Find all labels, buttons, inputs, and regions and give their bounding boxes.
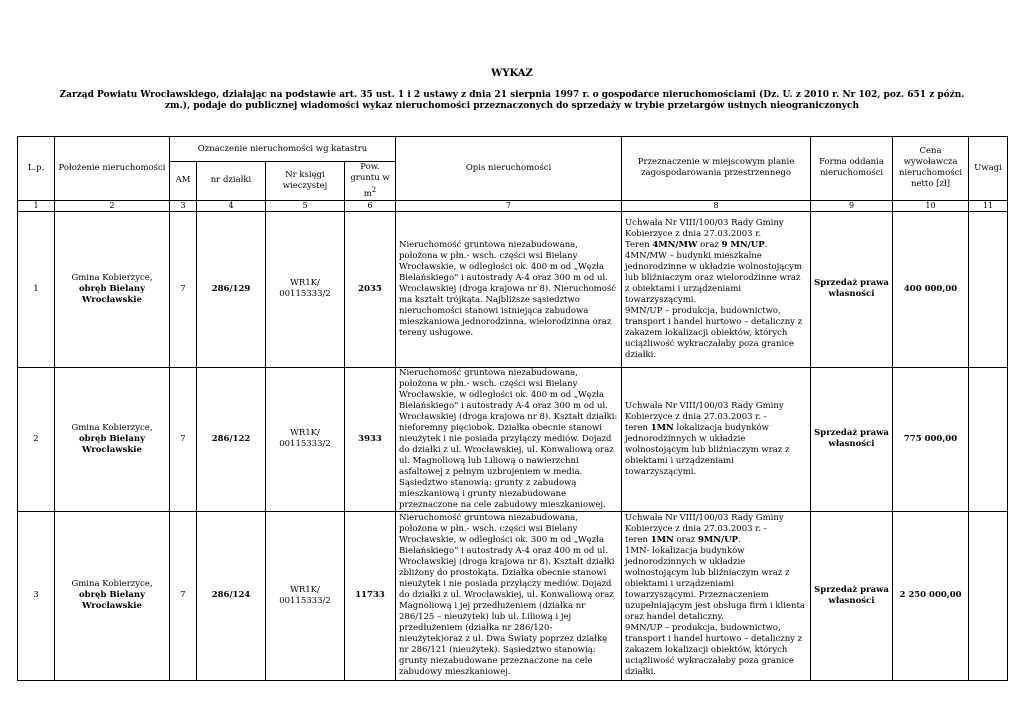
cell-purpose <box>622 367 811 511</box>
plan-zone-code: 1MN <box>650 422 674 433</box>
cell-register: WR1K/ 00115333/2 <box>266 367 345 511</box>
plan-zone-code: 9MN/UP <box>697 535 738 546</box>
column-number: 1 <box>18 200 55 211</box>
plan-text: lokalizacja budynków jednorodzinnych w układzie wolnostojącym lub bliźniaczym wraz z obiektami i urządzeniami towarzyszącymi. <box>625 422 790 477</box>
cell-purpose <box>622 511 811 680</box>
plan-zone-code: 1MN <box>650 535 674 546</box>
document-title: WYKAZ <box>491 68 533 79</box>
cell-am: 7 <box>170 211 197 367</box>
location-commune: Gmina Kobierzyce, <box>71 422 153 433</box>
cell-lp: 1 <box>18 211 55 367</box>
plan-resolution: Uchwała Nr VIII/100/03 Rady Gminy Kobierzyce z dnia 27.03.2003 r. - <box>625 513 784 535</box>
cell-area: 3933 <box>345 367 396 511</box>
cell-notes <box>969 367 1008 511</box>
cell-lp: 3 <box>18 511 55 680</box>
plan-text: oraz <box>697 239 722 250</box>
cell-purpose <box>622 211 811 367</box>
column-number: 2 <box>55 200 170 211</box>
column-number: 3 <box>170 200 197 211</box>
header-location: Położenie nieruchomości <box>55 137 170 201</box>
cell-form: Sprzedaż prawa własności <box>811 511 893 680</box>
header-notes: Uwagi <box>969 137 1008 201</box>
cell-form: Sprzedaż prawa własności <box>811 211 893 367</box>
plan-zone-description: 9MN/UP – produkcja, budownictwo, transport i handel hurtowo – detaliczny z zakazem lokalizacji obiektów, których uciążliwość wykraczałaby poza granice działki. <box>625 623 803 678</box>
cell-plot: 286/124 <box>197 511 266 680</box>
cell-location <box>55 211 170 367</box>
cell-area: 2035 <box>345 211 396 367</box>
plan-zones <box>625 240 807 251</box>
cell-price: 400 000,00 <box>893 211 969 367</box>
location-commune: Gmina Kobierzyce, <box>71 272 153 283</box>
cell-form: Sprzedaż prawa własności <box>811 367 893 511</box>
header-area-text: Pow. gruntu w m <box>350 162 390 199</box>
header-area-sup: 2 <box>371 185 377 194</box>
column-number: 8 <box>622 200 811 211</box>
plan-text: . <box>737 535 741 546</box>
cell-notes <box>969 511 1008 680</box>
plan-zone-code: 4MN/MW <box>652 239 698 250</box>
cell-area: 11733 <box>345 511 396 680</box>
table-row <box>18 367 1008 511</box>
column-number: 4 <box>197 200 266 211</box>
location-commune: Gmina Kobierzyce, <box>71 579 153 590</box>
cell-description: Nieruchomość gruntowa niezabudowana, położona w płn.- wsch. części wsi Bielany Wrocławskie, w odległości ok. 400 m od „Węzła Bielańskiego” i autostrady A-4 oraz 300 m od ul. Wrocławskiej (droga krajowa nr 8). Nieruchomość ma kształt trójkąta. Najbliższe sąsiedztwo nieruchomości stanowi istniejąca zabudowa mieszkaniowa jednorodzinna, wielorodzinna oraz tereny usługowe. <box>396 211 622 367</box>
plan-zone-description: 4MN/MW – budynki mieszkalne jednorodzinne w układzie wolnostojącym lub bliźniaczym oraz wielorodzinne wraz z obiektami i urządzeniami towarzyszącymi. <box>625 250 802 305</box>
location-precinct: obręb Bielany Wrocławskie <box>78 433 146 455</box>
cell-price: 775 000,00 <box>893 367 969 511</box>
cell-description: Nieruchomość gruntowa niezabudowana, położona w płn.- wsch. części wsi Bielany Wrocławskie, w odległości ok. 400 m od „Węzła Bielańskiego” i autostrady A-4 oraz 300 m od ul. Wrocławskiej (droga krajowa nr 8). Kształt działki: nieforemny pięciobok. Działka obecnie stanowi nieużytek i nie posiada przyłączy mediów. Dojazd do działki z ul. Wrocławskiej, ul. Konwaliową oraz ul. Magnoliową lub Liliową o nawierzchni asfaltowej z pełnym uzbrojeniem w media. Sąsiedztwo stanowią: grunty z zabudową mieszkaniową i grunty niezabudowane przeznaczone na cele zabudowy mieszkaniowej. <box>396 367 622 511</box>
header-purpose: Przeznaczenie w miejscowym planie zagospodarowania przestrzennego <box>622 137 811 201</box>
property-table <box>17 136 1008 681</box>
column-number: 11 <box>969 200 1008 211</box>
plan-zone-description: 9MN/UP – produkcja, budownictwo, transport i handel hurtowo – detaliczny z zakazem lokalizacji obiektów, których uciążliwość wykraczałaby poza granice działki. <box>625 305 803 360</box>
header-lp: L.p. <box>18 137 55 201</box>
table-header-row <box>18 137 1008 162</box>
plan-text: teren <box>625 535 651 546</box>
header-price: Cena wywoławcza nieruchomości netto [zł] <box>893 137 969 201</box>
cell-price: 2 250 000,00 <box>893 511 969 680</box>
plan-zones <box>625 423 807 478</box>
column-number: 6 <box>345 200 396 211</box>
cell-location <box>55 511 170 680</box>
column-number: 9 <box>811 200 893 211</box>
header-cadastre-group: Oznaczenie nieruchomości wg katastru <box>170 137 396 162</box>
table-row <box>18 511 1008 680</box>
header-area <box>345 162 396 201</box>
column-number: 10 <box>893 200 969 211</box>
cell-description: Nieruchomość gruntowa niezabudowana, położona w płn.- wsch. części wsi Bielany Wrocławskie, w odległości ok. 300 m od „Węzła Bielańskiego” i autostrady A-4 oraz 400 m od ul. Wrocławskiej (droga krajowa nr 8). Kształt działki zbliżony do prostokąta. Działka obecnie stanowi nieużytek i nie posiada przyłączy mediów. Dojazd do działki z ul. Wrocławskiej, ul. Konwaliową oraz Magnoliową i jej przedłużeniem (działka nr 286/125 – nieużytek) lub ul. Liliową i jej przedłużeniem (działka nr 286/120- nieużytek)oraz z ul. Dwa Światy poprzez działkę nr 286/121 (nieużytek). Sąsiedztwo stanowią: grunty niezabudowane przeznaczone na cele zabudowy mieszkaniowej. <box>396 511 622 680</box>
cell-am: 7 <box>170 511 197 680</box>
column-number-row <box>18 200 1008 211</box>
plan-resolution: Uchwała Nr VIII/100/03 Rady Gminy Kobierzyce z dnia 27.03.2003 r. - <box>625 400 784 422</box>
plan-text: oraz <box>673 535 698 546</box>
plan-zone-description: 1MN- lokalizacja budynków jednorodzinnych w układzie wolnostojącym lub bliźniaczym wraz z obiektami i urządzeniami towarzyszącymi. Przeznaczeniem uzupełniającym jest obsługa firm i klienta oraz handel detaliczny. <box>625 546 805 623</box>
header-register: Nr księgi wieczystej <box>266 162 345 201</box>
cell-register: WR1K/ 00115333/2 <box>266 211 345 367</box>
plan-resolution: Uchwała Nr VIII/100/03 Rady Gminy Kobierzyce z dnia 27.03.2003 r. <box>625 217 784 239</box>
cell-notes <box>969 211 1008 367</box>
plan-text: teren <box>625 422 651 433</box>
plan-text: Teren <box>625 239 653 250</box>
cell-plot: 286/122 <box>197 367 266 511</box>
plan-zones <box>625 535 807 546</box>
cell-register: WR1K/ 00115333/2 <box>266 511 345 680</box>
document-intro: Zarząd Powiatu Wrocławskiego, działając na podstawie art. 35 ust. 1 i 2 ustawy z dnia 21 sierpnia 1997 r. o gospodarce nieruchomościami (Dz. U. z 2010 r. Nr 102, poz. 651 z późn. zm.), podaje do publicznej wiadomości wykaz nieruchomości przeznaczonych do sprzedaży w trybie przetargów ustnych nieograniczonych <box>59 90 965 111</box>
header-plot: nr działki <box>197 162 266 201</box>
header-description: Opis nieruchomości <box>396 137 622 201</box>
cell-plot: 286/129 <box>197 211 266 367</box>
plan-text: . <box>764 239 768 250</box>
cell-am: 7 <box>170 367 197 511</box>
cell-location <box>55 367 170 511</box>
plan-zone-code: 9 MN/UP <box>721 239 765 250</box>
location-precinct: obręb Bielany Wrocławskie <box>78 283 146 305</box>
location-precinct: obręb Bielany Wrocławskie <box>78 590 146 612</box>
cell-lp: 2 <box>18 367 55 511</box>
column-number: 7 <box>396 200 622 211</box>
header-form: Forma oddania nieruchomości <box>811 137 893 201</box>
header-am: AM <box>170 162 197 201</box>
column-number: 5 <box>266 200 345 211</box>
table-row <box>18 211 1008 367</box>
